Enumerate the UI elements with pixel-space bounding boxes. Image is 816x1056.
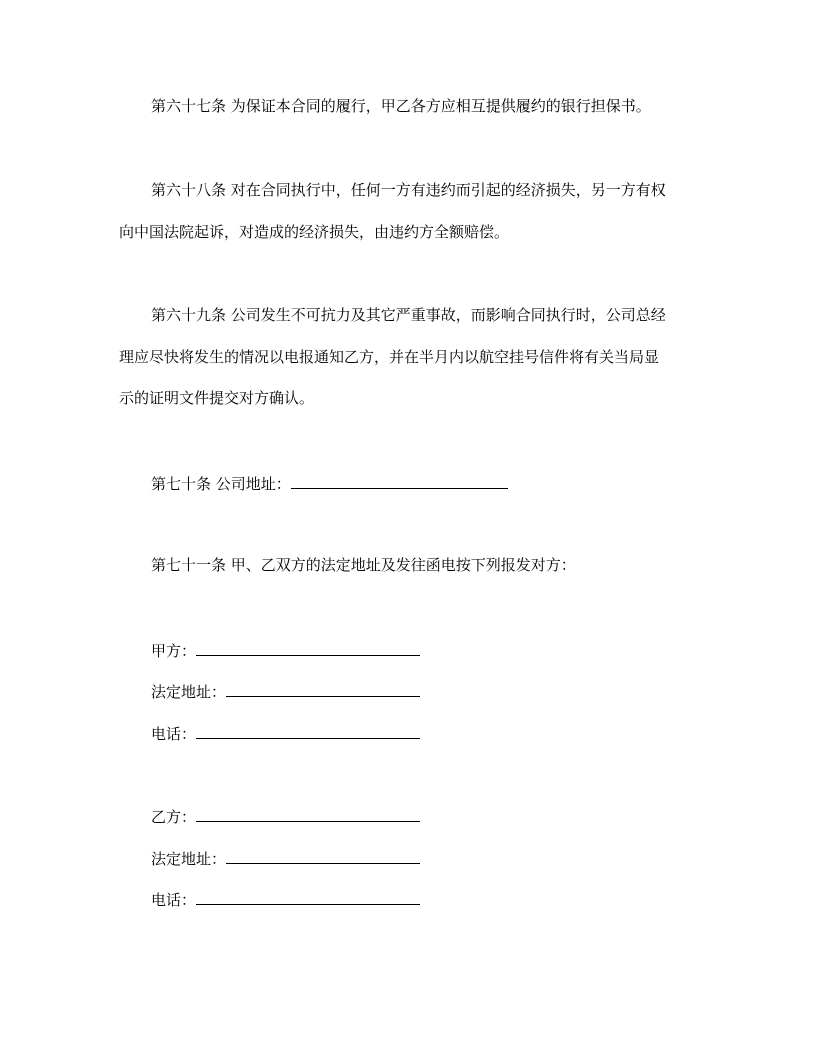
party-a-name-row [151, 638, 420, 661]
party-a-name-blank[interactable] [196, 638, 420, 656]
party-b-phone-row [151, 887, 420, 910]
party-b-phone-label: 电话： [151, 891, 197, 909]
party-b-phone-blank[interactable] [196, 887, 420, 905]
article-70-line [151, 471, 508, 494]
article-67-line-1: 第六十七条 为保证本合同的履行，甲乙各方应相互提供履约的银行担保书。 [151, 97, 651, 115]
party-b-address-label: 法定地址： [151, 850, 227, 868]
article-70-label: 第七十条 公司地址： [151, 475, 291, 493]
article-71-line-1: 第七十一条 甲、乙双方的法定地址及发往函电按下列报发对方： [151, 556, 576, 574]
party-a-phone-label: 电话： [151, 725, 197, 743]
party-b-address-blank[interactable] [226, 846, 420, 864]
party-a-phone-row [151, 721, 420, 744]
article-68-line-2: 向中国法院起诉，对造成的经济损失，由违约方全额赔偿。 [119, 223, 510, 241]
party-b-name-label: 乙方： [151, 808, 197, 826]
company-address-blank[interactable] [291, 471, 508, 489]
party-a-address-label: 法定地址： [151, 683, 227, 701]
party-a-address-row [151, 679, 420, 702]
party-b-address-row [151, 846, 420, 869]
party-a-phone-blank[interactable] [196, 721, 420, 739]
party-b-name-blank[interactable] [196, 804, 420, 822]
party-b-name-row [151, 804, 420, 827]
article-69-line-3: 示的证明文件提交对方确认。 [119, 389, 315, 407]
party-a-address-blank[interactable] [226, 679, 420, 697]
article-68-line-1: 第六十八条 对在合同执行中，任何一方有违约而引起的经济损失，另一方有权 [151, 181, 666, 199]
party-a-name-label: 甲方： [151, 642, 197, 660]
article-69-line-1: 第六十九条 公司发生不可抗力及其它严重事故，而影响合同执行时，公司总经 [151, 306, 666, 324]
article-69-line-2: 理应尽快将发生的情况以电报通知乙方，并在半月内以航空挂号信件将有关当局显 [119, 348, 660, 366]
